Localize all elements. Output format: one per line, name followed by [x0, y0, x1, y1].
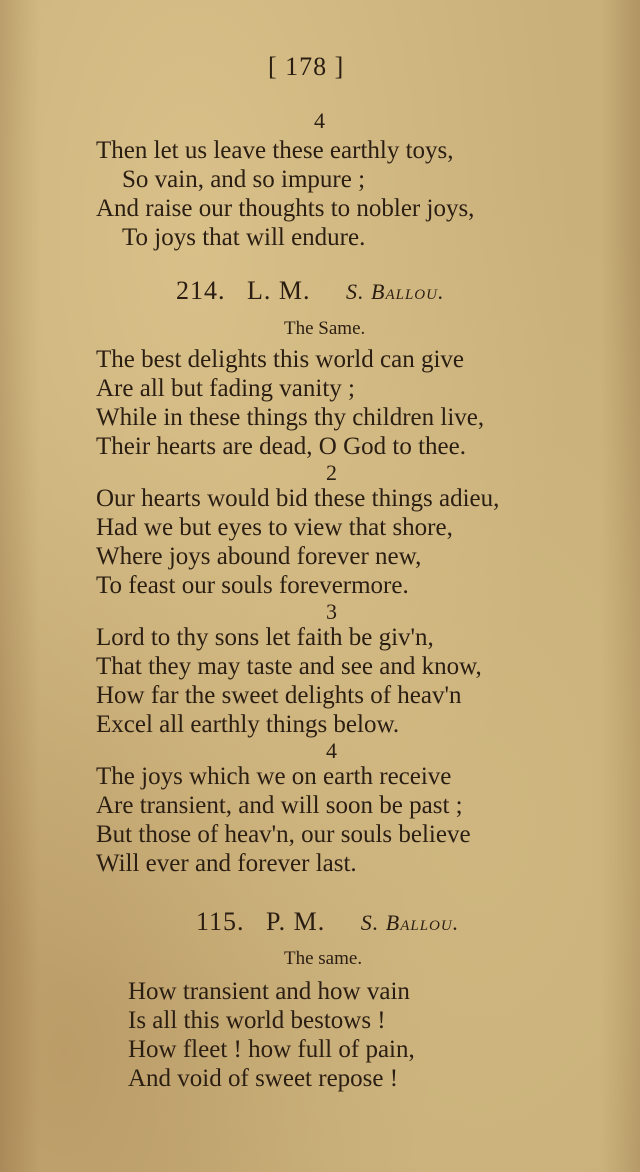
- stanza-number: 4: [326, 738, 337, 763]
- stanza-number: 2: [326, 460, 337, 485]
- verse-line: So vain, and so impure ;: [122, 166, 366, 193]
- verse-line: Are transient, and will soon be past ;: [96, 792, 463, 819]
- verse-line: Lord to thy sons let faith be giv'n,: [96, 624, 434, 651]
- stanza-number: 4: [314, 108, 325, 133]
- verse-line: While in these things thy children live,: [96, 404, 485, 431]
- verse-line: Where joys abound forever new,: [96, 543, 422, 570]
- verse-line: Will ever and forever last.: [96, 850, 357, 877]
- verse-line: And void of sweet repose !: [128, 1065, 399, 1092]
- verse-line: To feast our souls forevermore.: [96, 572, 409, 599]
- verse-line: That they may taste and see and know,: [96, 653, 482, 680]
- verse-line: Had we but eyes to view that shore,: [96, 514, 453, 541]
- hymn-number: 115.: [196, 907, 245, 936]
- hymn-meter: P. M.: [266, 907, 326, 936]
- hymn-meter: L. M.: [247, 276, 311, 305]
- hymn-author: S. Ballou.: [346, 279, 445, 304]
- verse-line: Then let us leave these earthly toys,: [96, 137, 454, 164]
- verse-line: Our hearts would bid these things adieu,: [96, 485, 500, 512]
- verse-line: To joys that will endure.: [122, 224, 366, 251]
- page-number: [ 178 ]: [268, 52, 345, 81]
- verse-line: Their hearts are dead, O God to thee.: [96, 433, 466, 460]
- verse-line: But those of heav'n, our souls believe: [96, 821, 471, 848]
- hymn-heading: [176, 276, 444, 307]
- hymn-author: S. Ballou.: [360, 910, 460, 935]
- verse-line: Excel all earthly things below.: [96, 711, 400, 738]
- verse-line: The joys which we on earth receive: [96, 763, 452, 790]
- verse-line: Are all but fading vanity ;: [96, 375, 355, 402]
- verse-line: How fleet ! how full of pain,: [128, 1036, 415, 1063]
- verse-line: And raise our thoughts to nobler joys,: [96, 195, 475, 222]
- stanza-number: 3: [326, 599, 337, 624]
- verse-line: The best delights this world can give: [96, 346, 464, 373]
- hymn-subtitle: The Same.: [284, 318, 366, 339]
- hymn-number: 214.: [176, 276, 226, 305]
- verse-line: How transient and how vain: [128, 978, 410, 1005]
- hymn-heading: [196, 907, 459, 938]
- verse-line: Is all this world bestows !: [128, 1007, 386, 1034]
- hymn-subtitle: The same.: [284, 948, 363, 969]
- verse-line: How far the sweet delights of heav'n: [96, 682, 462, 709]
